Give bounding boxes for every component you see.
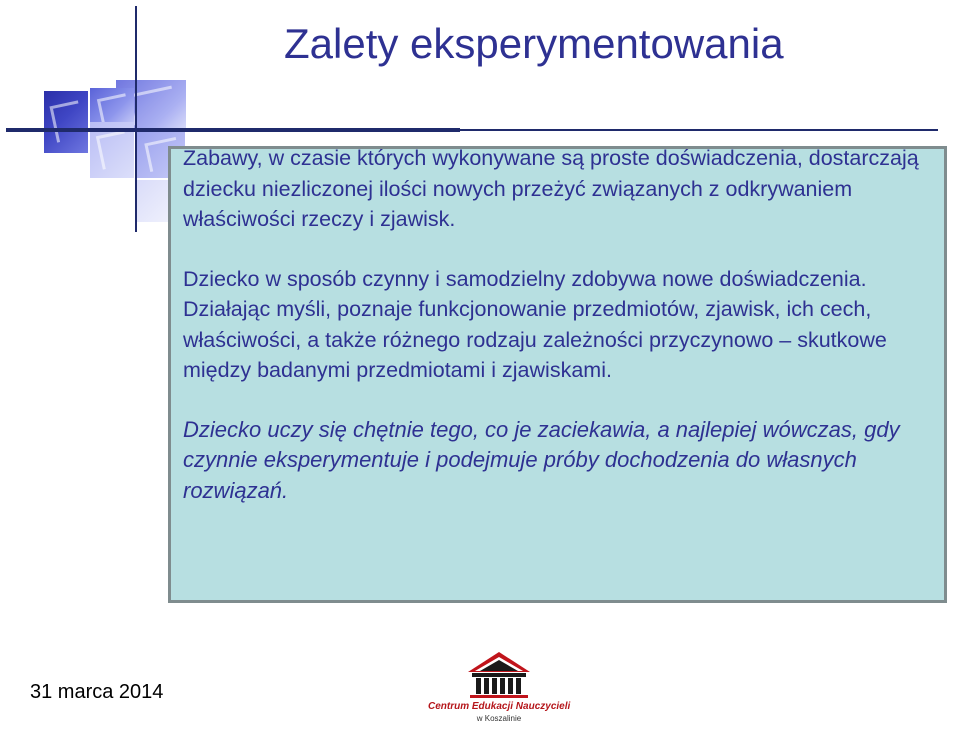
decor-horizontal-line <box>6 128 460 132</box>
decor-square <box>90 88 134 126</box>
decor-square <box>44 91 88 153</box>
footer-date: 31 marca 2014 <box>30 681 164 703</box>
paragraph-2: Dziecko w sposób czynny i samodzielny zdobywa nowe doświadczenia. Działając myśli, poznaje funkcjonowanie przedmiotów, zjawisk, ich cech, właściwości, a także różnego rodzaju zależności przyczynowo – skutkowe między badanymi przedmiotami i zjawiskami. <box>183 266 887 382</box>
logo-name: Centrum Edukacji Nauczycieli <box>428 701 571 712</box>
content-box <box>168 146 947 603</box>
logo-subtitle: w Koszalinie <box>476 714 522 723</box>
decor-vertical-line <box>135 6 137 232</box>
slide-title: Zalety eksperymentowania <box>284 20 784 67</box>
paragraph-1: Zabawy, w czasie których wykonywane są proste doświadczenia, dostarczają dziecku niezliczonej ilości nowych przeżyć związanych z odkrywaniem właściwości rzeczy i zjawisk. <box>183 146 919 231</box>
decor-horizontal-line-thin <box>460 129 938 131</box>
paragraph-3: Dziecko uczy się chętnie tego, co je zaciekawia, a najlepiej wówczas, gdy czynnie eksperymentuje i podejmuje próby dochodzenia do własnych rozwiązań. <box>183 416 900 503</box>
